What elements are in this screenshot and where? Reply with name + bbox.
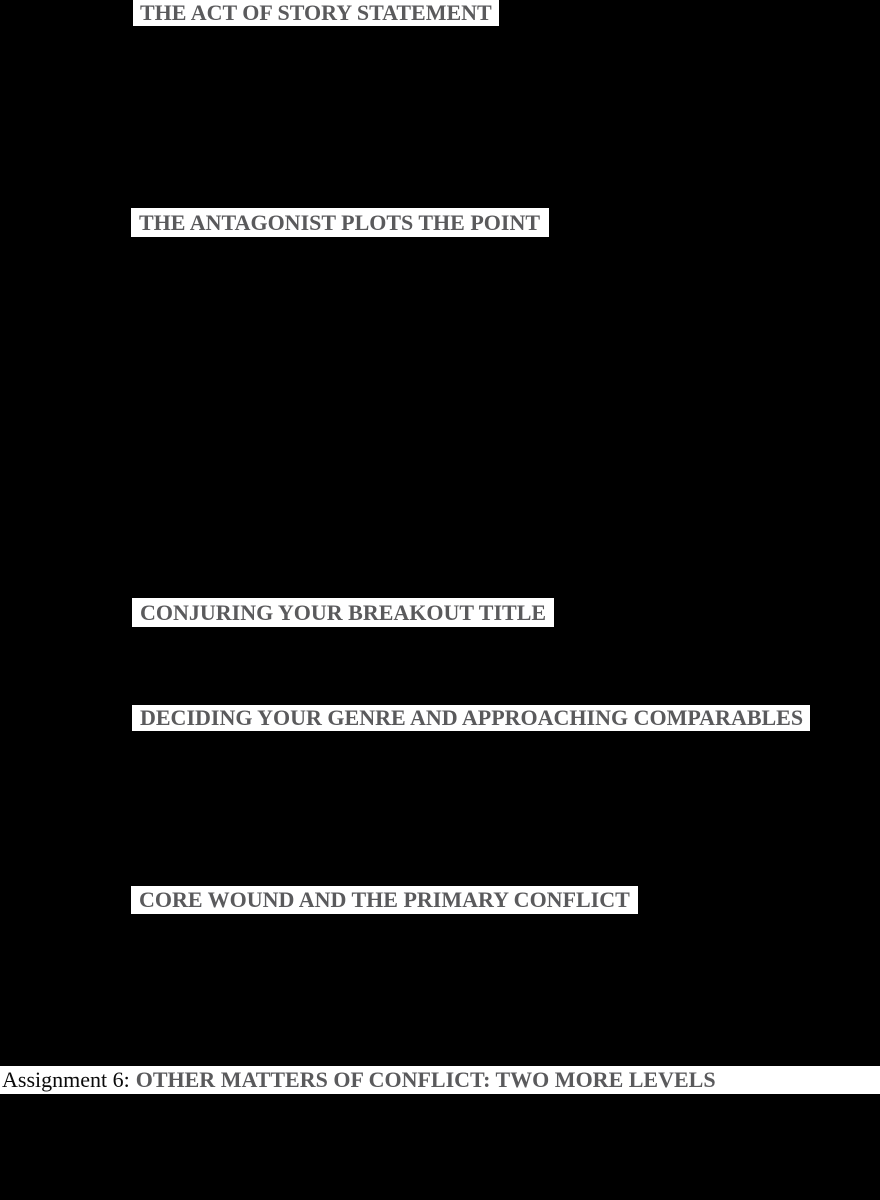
assignment-heading-row xyxy=(0,1066,880,1094)
heading-deciding-genre-and-comparables: DECIDING YOUR GENRE AND APPROACHING COMPARABLES xyxy=(132,705,810,731)
assignment-number-label: Assignment 6: xyxy=(2,1067,130,1092)
heading-antagonist-plots-the-point: THE ANTAGONIST PLOTS THE POINT xyxy=(131,208,549,237)
heading-act-of-story-statement: THE ACT OF STORY STATEMENT xyxy=(133,0,499,26)
heading-conjuring-your-breakout-title: CONJURING YOUR BREAKOUT TITLE xyxy=(132,598,554,627)
heading-core-wound-and-primary-conflict: CORE WOUND AND THE PRIMARY CONFLICT xyxy=(131,886,638,914)
heading-other-matters-of-conflict: OTHER MATTERS OF CONFLICT: TWO MORE LEVELS xyxy=(135,1067,716,1092)
